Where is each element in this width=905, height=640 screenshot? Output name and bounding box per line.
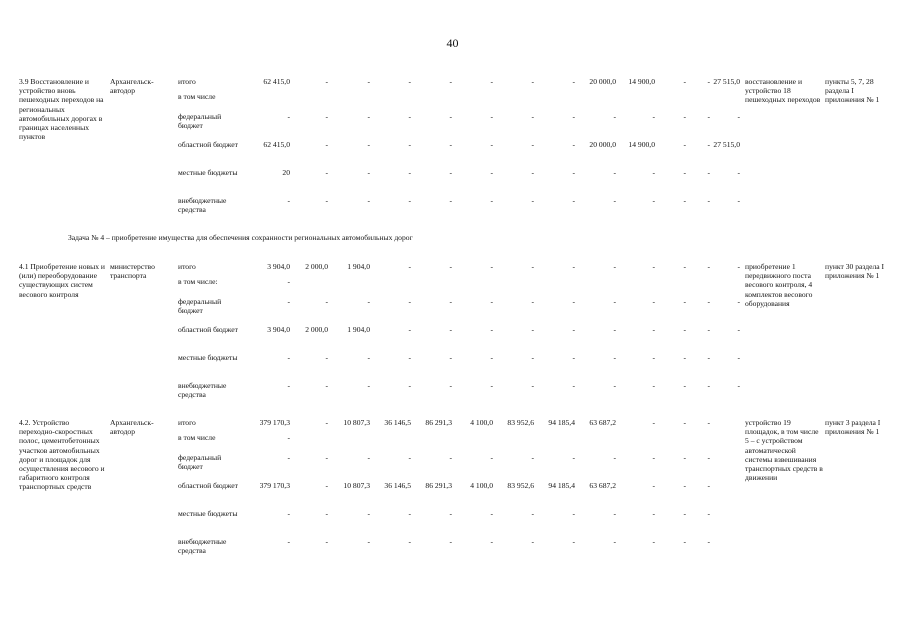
amount-cell: 1 904,0 — [347, 262, 370, 271]
amount-cell: - — [367, 509, 370, 518]
amount-cell: - — [683, 453, 686, 462]
funding-source-label: областной бюджет — [178, 481, 238, 490]
amount-cell: - — [287, 297, 290, 306]
amount-cell: - — [325, 381, 328, 390]
amount-cell: 2 000,0 — [305, 262, 328, 271]
amount-cell: - — [531, 262, 534, 271]
amount-cell: - — [707, 168, 710, 177]
funding-source-label: внебюджетные средства — [178, 381, 227, 400]
amount-cell: - — [408, 112, 411, 121]
amount-cell: - — [572, 325, 575, 334]
amount-cell: - — [325, 353, 328, 362]
measure-name: 4.2. Устройство переходно-скоростных полос, цементобетонных участков автомобильных дорог и площадок для осуществления весового и габаритного контроля транспортных средств — [19, 418, 105, 492]
amount-cell: - — [287, 353, 290, 362]
amount-cell: - — [367, 381, 370, 390]
amount-cell: - — [325, 140, 328, 149]
amount-cell: - — [449, 196, 452, 205]
amount-cell: - — [707, 509, 710, 518]
amount-cell: - — [531, 537, 534, 546]
amount-cell: - — [408, 262, 411, 271]
amount-cell: 379 170,3 — [259, 481, 290, 490]
amount-cell: - — [490, 112, 493, 121]
amount-cell: - — [737, 112, 740, 121]
amount-cell: 10 807,3 — [343, 481, 370, 490]
amount-cell: 379 170,3 — [259, 418, 290, 427]
amount-cell: - — [652, 196, 655, 205]
amount-cell: 27 515,0 — [713, 140, 740, 149]
executor: министерство транспорта — [110, 262, 155, 281]
amount-cell: - — [408, 381, 411, 390]
amount-cell: - — [408, 196, 411, 205]
amount-cell: - — [613, 453, 616, 462]
amount-cell: - — [683, 140, 686, 149]
amount-cell: - — [408, 509, 411, 518]
amount-cell: - — [707, 325, 710, 334]
funding-source-label: внебюджетные средства — [178, 537, 227, 556]
document-reference: пункт 3 раздела I приложения № 1 — [825, 418, 881, 437]
funding-source-label: внебюджетные средства — [178, 196, 227, 215]
amount-cell: - — [707, 297, 710, 306]
amount-cell: - — [707, 196, 710, 205]
task-4-heading: Задача № 4 – приобретение имущества для обеспечения сохранности региональных автомобильных дорог — [68, 233, 413, 242]
amount-cell: - — [572, 262, 575, 271]
amount-cell: - — [449, 77, 452, 86]
amount-cell: - — [683, 297, 686, 306]
amount-cell: - — [613, 537, 616, 546]
amount-cell: - — [449, 140, 452, 149]
amount-cell: - — [449, 453, 452, 462]
amount-cell: - — [613, 112, 616, 121]
funding-source-label: итого — [178, 262, 196, 271]
amount-cell: 94 185,4 — [548, 481, 575, 490]
amount-cell: - — [449, 353, 452, 362]
amount-cell: - — [490, 537, 493, 546]
amount-cell: - — [707, 537, 710, 546]
expected-result: приобретение 1 передвижного поста весового контроля, 4 комплектов весового оборудования — [745, 262, 813, 308]
amount-cell: - — [572, 297, 575, 306]
amount-cell: - — [572, 140, 575, 149]
funding-source-label: областной бюджет — [178, 325, 238, 334]
amount-cell: - — [490, 77, 493, 86]
amount-cell: - — [683, 381, 686, 390]
amount-cell: - — [531, 168, 534, 177]
funding-source-label: федеральный бюджет — [178, 112, 222, 131]
amount-cell: - — [408, 297, 411, 306]
amount-cell: - — [707, 353, 710, 362]
amount-cell: - — [408, 353, 411, 362]
amount-cell: - — [652, 481, 655, 490]
amount-cell: 62 415,0 — [263, 140, 290, 149]
amount-cell: - — [325, 418, 328, 427]
amount-cell: 63 687,2 — [589, 481, 616, 490]
amount-cell: - — [367, 353, 370, 362]
amount-cell: 2 000,0 — [305, 325, 328, 334]
amount-cell: - — [367, 140, 370, 149]
amount-cell: - — [572, 453, 575, 462]
amount-cell: - — [367, 77, 370, 86]
amount-cell: - — [572, 537, 575, 546]
amount-cell: - — [737, 353, 740, 362]
amount-cell: - — [737, 325, 740, 334]
amount-cell: 83 952,6 — [507, 418, 534, 427]
amount-cell: - — [367, 112, 370, 121]
amount-cell: - — [531, 297, 534, 306]
executor: Архангельск-автодор — [110, 418, 154, 437]
amount-cell: - — [707, 381, 710, 390]
amount-cell: - — [367, 196, 370, 205]
funding-source-label: в том числе — [178, 433, 216, 442]
amount-cell: - — [572, 353, 575, 362]
amount-cell: - — [572, 168, 575, 177]
amount-cell: 4 100,0 — [470, 481, 493, 490]
amount-cell: - — [613, 168, 616, 177]
amount-cell: 36 146,5 — [384, 418, 411, 427]
amount-cell: 86 291,3 — [425, 418, 452, 427]
amount-cell: - — [683, 509, 686, 518]
amount-cell: - — [737, 381, 740, 390]
amount-cell: - — [652, 509, 655, 518]
amount-cell: - — [325, 77, 328, 86]
amount-cell: - — [287, 509, 290, 518]
amount-cell: 86 291,3 — [425, 481, 452, 490]
amount-cell: - — [531, 381, 534, 390]
amount-cell: - — [287, 381, 290, 390]
amount-cell: - — [408, 453, 411, 462]
amount-cell: 94 185,4 — [548, 418, 575, 427]
amount-cell: - — [408, 140, 411, 149]
amount-cell: - — [449, 168, 452, 177]
amount-cell: - — [683, 168, 686, 177]
page-number: 40 — [446, 36, 459, 50]
amount-cell: - — [652, 353, 655, 362]
amount-cell: - — [367, 453, 370, 462]
amount-cell: - — [325, 112, 328, 121]
amount-cell: - — [490, 353, 493, 362]
amount-cell: 63 687,2 — [589, 418, 616, 427]
amount-cell: - — [652, 453, 655, 462]
amount-cell: - — [652, 297, 655, 306]
amount-cell: - — [707, 481, 710, 490]
amount-cell: 3 904,0 — [267, 262, 290, 271]
amount-cell: - — [707, 418, 710, 427]
amount-cell: - — [613, 262, 616, 271]
amount-cell: - — [287, 112, 290, 121]
amount-cell: 14 900,0 — [628, 140, 655, 149]
amount-cell: - — [531, 353, 534, 362]
amount-cell: - — [325, 297, 328, 306]
amount-cell: - — [449, 537, 452, 546]
amount-cell: - — [572, 77, 575, 86]
amount-cell: 36 146,5 — [384, 481, 411, 490]
document-reference: пункты 5, 7, 28 раздела I приложения № 1 — [825, 77, 880, 105]
amount-cell: - — [325, 537, 328, 546]
amount-cell: - — [287, 196, 290, 205]
amount-cell: 20 — [282, 168, 290, 177]
amount-cell: - — [707, 112, 710, 121]
amount-cell: - — [408, 537, 411, 546]
amount-cell: - — [683, 77, 686, 86]
amount-cell: - — [531, 77, 534, 86]
funding-source-label: в том числе: — [178, 277, 218, 286]
amount-cell: - — [737, 168, 740, 177]
amount-cell: - — [531, 325, 534, 334]
amount-cell: - — [367, 168, 370, 177]
amount-cell: - — [325, 168, 328, 177]
funding-source-label: федеральный бюджет — [178, 453, 222, 472]
amount-cell: - — [613, 297, 616, 306]
amount-cell: - — [683, 196, 686, 205]
amount-cell: - — [490, 297, 493, 306]
amount-cell: - — [652, 537, 655, 546]
funding-source-label: местные бюджеты — [178, 353, 238, 362]
funding-source-label: итого — [178, 418, 196, 427]
amount-cell: - — [683, 262, 686, 271]
amount-cell: - — [613, 509, 616, 518]
amount-cell: - — [490, 453, 493, 462]
amount-cell: - — [613, 325, 616, 334]
amount-cell: 10 807,3 — [343, 418, 370, 427]
amount-cell: 62 415,0 — [263, 77, 290, 86]
amount-cell: - — [325, 509, 328, 518]
amount-cell: - — [490, 140, 493, 149]
amount-cell: 4 100,0 — [470, 418, 493, 427]
amount-cell: - — [683, 537, 686, 546]
amount-cell: - — [572, 196, 575, 205]
amount-cell: - — [449, 262, 452, 271]
document-reference: пункт 30 раздела I приложения № 1 — [825, 262, 885, 281]
amount-cell: - — [408, 77, 411, 86]
amount-cell: - — [287, 537, 290, 546]
amount-cell: - — [613, 381, 616, 390]
funding-source-label: федеральный бюджет — [178, 297, 222, 316]
amount-cell: - — [531, 112, 534, 121]
amount-cell: - — [737, 297, 740, 306]
amount-cell: - — [572, 381, 575, 390]
amount-cell: - — [683, 112, 686, 121]
amount-cell: - — [652, 381, 655, 390]
amount-cell: - — [652, 112, 655, 121]
amount-cell: - — [652, 168, 655, 177]
amount-cell: - — [737, 262, 740, 271]
amount-cell: - — [613, 353, 616, 362]
amount-cell: - — [449, 297, 452, 306]
amount-cell: 83 952,6 — [507, 481, 534, 490]
executor: Архангельск-автодор — [110, 77, 154, 96]
amount-cell: - — [683, 418, 686, 427]
measure-name: 3.9 Восстановление и устройство вновь пешеходных переходов на региональных автомобильных дорогах в границах населенных пунктов — [19, 77, 104, 142]
amount-cell: - — [449, 325, 452, 334]
amount-cell: - — [683, 481, 686, 490]
amount-cell: 3 904,0 — [267, 325, 290, 334]
amount-cell: - — [449, 381, 452, 390]
funding-source-label: местные бюджеты — [178, 168, 238, 177]
amount-cell: - — [490, 196, 493, 205]
funding-source-label: областной бюджет — [178, 140, 238, 149]
amount-cell: 1 904,0 — [347, 325, 370, 334]
amount-cell: - — [325, 481, 328, 490]
amount-cell: - — [490, 381, 493, 390]
funding-source-label: в том числе — [178, 92, 216, 101]
amount-cell: - — [707, 262, 710, 271]
amount-cell: - — [652, 262, 655, 271]
amount-cell: - — [449, 112, 452, 121]
amount-cell: - — [683, 353, 686, 362]
funding-source-label: местные бюджеты — [178, 509, 238, 518]
amount-cell: 14 900,0 — [628, 77, 655, 86]
amount-cell: - — [490, 509, 493, 518]
amount-cell: - — [367, 297, 370, 306]
amount-cell: - — [707, 140, 710, 149]
funding-source-label: итого — [178, 77, 196, 86]
amount-cell: - — [287, 453, 290, 462]
amount-cell: 27 515,0 — [713, 77, 740, 86]
amount-cell: - — [531, 140, 534, 149]
amount-cell: - — [572, 509, 575, 518]
amount-cell: - — [652, 325, 655, 334]
amount-cell: - — [531, 196, 534, 205]
amount-cell: - — [449, 509, 452, 518]
amount-cell: - — [287, 277, 290, 286]
amount-cell: - — [490, 325, 493, 334]
amount-cell: - — [737, 196, 740, 205]
amount-cell: - — [683, 325, 686, 334]
amount-cell: - — [367, 537, 370, 546]
amount-cell: - — [490, 168, 493, 177]
amount-cell: - — [652, 418, 655, 427]
amount-cell: - — [325, 453, 328, 462]
amount-cell: - — [572, 112, 575, 121]
expected-result: устройство 19 площадок, в том числе 5 – с устройством автоматической системы взвешивания транспортных средств в движении — [745, 418, 823, 483]
amount-cell: - — [707, 453, 710, 462]
amount-cell: - — [325, 196, 328, 205]
amount-cell: - — [408, 325, 411, 334]
amount-cell: 20 000,0 — [589, 77, 616, 86]
amount-cell: - — [531, 453, 534, 462]
amount-cell: - — [531, 509, 534, 518]
amount-cell: - — [408, 168, 411, 177]
expected-result: восстановление и устройство 18 пешеходных переходов — [745, 77, 821, 105]
amount-cell: - — [287, 433, 290, 442]
amount-cell: 20 000,0 — [589, 140, 616, 149]
amount-cell: - — [707, 77, 710, 86]
measure-name: 4.1 Приобретение новых и (или) переоборудование существующих систем весового контроля — [19, 262, 105, 299]
amount-cell: - — [613, 196, 616, 205]
amount-cell: - — [490, 262, 493, 271]
